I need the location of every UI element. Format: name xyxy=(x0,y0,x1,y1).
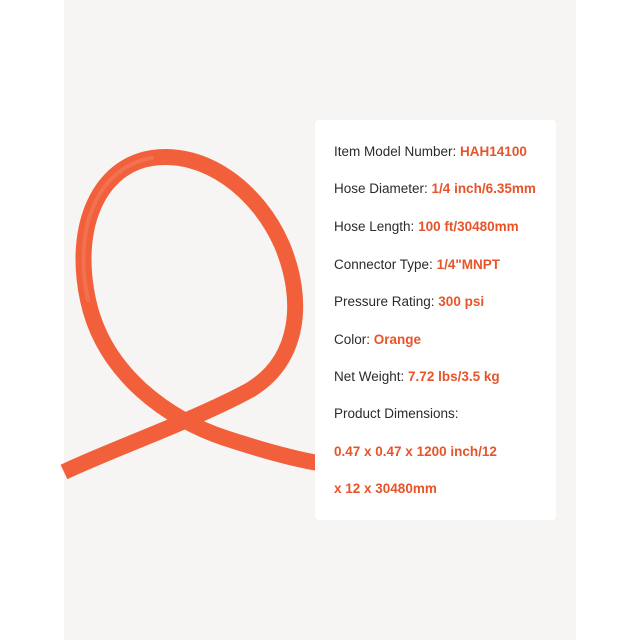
spec-label: Connector Type: xyxy=(334,257,437,272)
spec-label: Pressure Rating: xyxy=(334,294,439,309)
spec-net-weight xyxy=(334,369,500,385)
spec-label: Color: xyxy=(334,332,374,347)
hose-loop xyxy=(64,157,318,472)
spec-value: 0.47 x 0.47 x 1200 inch/12 xyxy=(334,444,497,459)
spec-label: Hose Diameter: xyxy=(334,181,432,196)
spec-label: Item Model Number: xyxy=(334,144,461,159)
spec-label: Net Weight: xyxy=(334,369,409,384)
spec-model-number xyxy=(334,144,527,160)
spec-value: x 12 x 30480mm xyxy=(334,481,437,496)
spec-product-dimensions xyxy=(334,406,459,422)
spec-color xyxy=(334,332,421,348)
spec-value: 7.72 lbs/3.5 kg xyxy=(408,369,500,384)
spec-value: HAH14100 xyxy=(460,144,527,159)
spec-hose-diameter xyxy=(334,181,536,197)
spec-value: Orange xyxy=(373,332,422,347)
spec-value: 300 psi xyxy=(438,294,485,309)
spec-card xyxy=(315,120,556,520)
spec-value: 1/4"MNPT xyxy=(436,257,500,272)
spec-label: Product Dimensions: xyxy=(334,406,459,421)
spec-connector-type xyxy=(334,257,500,273)
spec-label: Hose Length: xyxy=(334,219,419,234)
spec-value: 1/4 inch/6.35mm xyxy=(431,181,536,196)
spec-dimensions-line2 xyxy=(334,481,437,497)
spec-value: 100 ft/30480mm xyxy=(418,219,519,234)
spec-hose-length xyxy=(334,219,519,235)
spec-pressure-rating xyxy=(334,294,484,310)
spec-dimensions-line1 xyxy=(334,444,497,460)
